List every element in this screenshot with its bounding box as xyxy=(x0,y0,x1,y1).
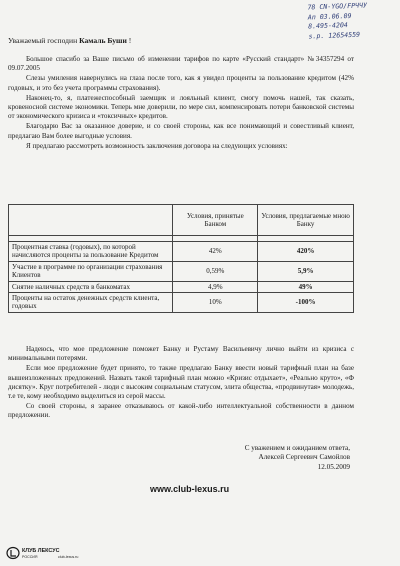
letter-body-bottom xyxy=(8,345,354,421)
table-header-cell: Условия, предлагаемые мною Банку xyxy=(258,205,354,236)
table-cell-label: Проценты на остаток денежных средств клиента, годовых xyxy=(9,293,173,313)
table-cell-bank: 42% xyxy=(173,242,258,262)
watermark-url: www.club-lexus.ru xyxy=(150,484,230,494)
paragraph: Слезы умиления навернулись на глаза после того, как я увидел проценты за пользование кредитом (42% годовых, и это без учета программы страхования). xyxy=(8,74,354,92)
paragraph: Большое спасибо за Ваше письмо об изменении тарифов по карте «Русский стандарт» №34357294 от 09.07.2005 xyxy=(8,55,354,73)
greeting-prefix: Уважаемый господин xyxy=(8,36,78,45)
handwritten-note xyxy=(307,1,392,42)
table-cell-label: Участие в программе по организации страхования Клиентов xyxy=(9,261,173,281)
signature-block xyxy=(245,444,350,472)
greeting-suffix: ! xyxy=(128,36,132,45)
recipient-name: Камаль Буши xyxy=(79,36,127,45)
table-header-cell: Условия, принятые Банком xyxy=(173,205,258,236)
table-header-cell xyxy=(9,205,173,236)
lexus-emblem-icon xyxy=(7,548,19,559)
greeting xyxy=(8,36,131,45)
handwritten-line: s.p. 12654559 xyxy=(308,30,361,41)
logo-sub-text: РОССИЯ xyxy=(22,555,38,559)
paragraph: Надеюсь, что мое предложение поможет Банку и Рустаму Васильевичу лично выйти из кризиса с минимальными потерями. xyxy=(8,345,354,363)
table-row xyxy=(9,293,354,313)
signature-name: Алексей Сергеевич Самойлов xyxy=(258,453,350,462)
table-cell-label: Процентная ставка (годовых), по которой начисляются проценты за пользование Кредитом xyxy=(9,242,173,262)
logo-main-text: КЛУБ ЛЕКСУС xyxy=(22,548,60,554)
handwritten-line: Aп 03.06.09 xyxy=(307,11,352,22)
paragraph: Благодарю Вас за оказанное доверие, и со своей стороны, как все понимающий и совестливый клиент, предлагаю Вам более выгодные условия. xyxy=(8,122,354,140)
handwritten-line: 78 CN-YGO/FPЧЧУ xyxy=(307,1,368,12)
logo-url-text: club-lexus.ru xyxy=(58,555,79,559)
paragraph: Со своей стороны, я заранее отказываюсь от какой-либо интеллектуальной собственности в данном предложении. xyxy=(8,402,354,420)
table-row xyxy=(9,281,354,292)
paragraph: Если мое предложение будет принято, то также предлагаю Банку ввести новый тарифный план на базе вышеизложенных предложений. Назвать такой тарифный план можно «Кризис отдыхает», «Реально круто», «Ф дисятку». Круг потребителей - люди с высоким социальным статусом, элита общества, «продвинутая» молодежь, т.е те, кому необходимо выделиться из серой массы. xyxy=(8,364,354,401)
table-cell-label: Снятие наличных средств в банкоматах xyxy=(9,281,173,292)
lexus-emblem-letter xyxy=(11,550,16,556)
table-cell-bank: 10% xyxy=(173,293,258,313)
paragraph: Я предлагаю рассмотреть возможность заключения договора на следующих условиях: xyxy=(26,141,288,150)
table-row xyxy=(9,242,354,262)
table-header-row xyxy=(9,205,354,236)
signature-closing: С уважением и ожиданием ответа, xyxy=(244,444,350,452)
table-row xyxy=(9,261,354,281)
signature-date: 12.05.2009 xyxy=(317,462,350,471)
paragraph: Наконец-то, я, платежеспособный заемщик и лояльный клиент, смогу помочь нашей, так сказать, кровеносной системе экономики. Теперь мне доверили, по мере сил, компенсировать потери банковской системы от экономического кризиса и «токсичных» кредитов. xyxy=(8,93,354,121)
table-cell-mine: 420% xyxy=(258,242,354,262)
handwritten-line: 8.495-4204 xyxy=(308,21,348,31)
table-cell-mine: 5,9% xyxy=(258,261,354,281)
club-lexus-logo xyxy=(6,546,98,560)
table-cell-bank: 4,9% xyxy=(173,281,258,292)
table-cell-mine: 49% xyxy=(258,281,354,292)
table-cell-mine: -100% xyxy=(258,293,354,313)
tariff-table xyxy=(8,204,354,313)
table-cell-bank: 0,59% xyxy=(173,261,258,281)
letter-body-top xyxy=(8,55,354,151)
